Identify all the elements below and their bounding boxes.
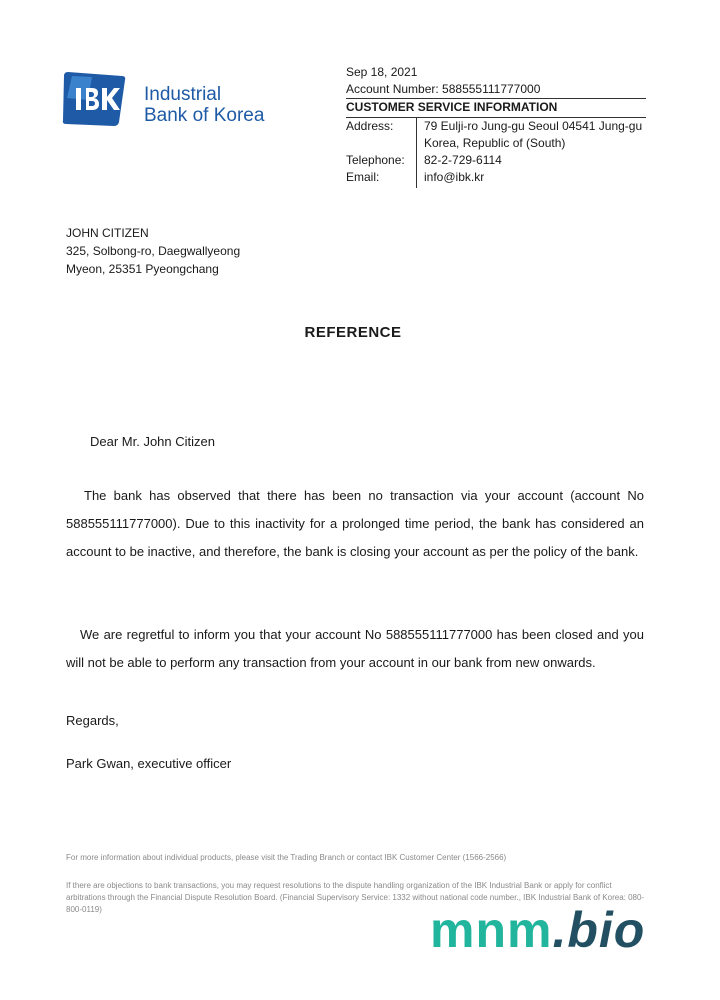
address-line-1: 79 Eulji-ro Jung-gu Seoul 04541 Jung-gu	[424, 119, 643, 133]
signature: Park Gwan, executive officer	[66, 756, 232, 771]
ibk-logo-icon	[62, 70, 128, 128]
logo-line-1: Industrial	[144, 84, 222, 105]
footer-note-2: If there are objections to bank transactions, you may request resolutions to the dispute handling organization of the IBK Industrial Bank or apply for conflict arbitrations through the Financial Dispute Resolution Board. (Financial Supervisory Service: 1332 without national code number., IBK Industrial Bank of Korea: 080-800-0119)	[66, 881, 645, 914]
recipient-address-line-1: 325, Solbong-ro, Daegwallyeong	[66, 244, 241, 258]
address-label: Address:	[346, 119, 394, 133]
logo-line-2: Bank of Korea	[144, 105, 265, 126]
watermark-main: mnm	[430, 902, 553, 958]
letter-title: REFERENCE	[304, 324, 402, 341]
recipient-name: JOHN CITIZEN	[66, 226, 149, 240]
letter-date: Sep 18, 2021	[346, 65, 418, 79]
email-value: info@ibk.kr	[424, 170, 485, 184]
watermark-tld: .bio	[552, 902, 646, 958]
customer-service-heading: CUSTOMER SERVICE INFORMATION	[346, 100, 558, 114]
footer-note-1: For more information about individual products, please visit the Trading Branch or contact IBK Customer Center (1566-2566)	[66, 853, 507, 862]
telephone-label: Telephone:	[346, 153, 405, 167]
closing: Regards,	[66, 713, 119, 728]
greeting: Dear Mr. John Citizen	[90, 434, 215, 449]
info-column-divider	[416, 118, 417, 188]
telephone-value: 82-2-729-6114	[424, 153, 502, 167]
bank-name-logo-text	[144, 84, 264, 126]
watermark	[430, 900, 645, 960]
recipient-address-line-2: Myeon, 25351 Pyeongchang	[66, 262, 219, 276]
account-number: Account Number: 588555111777000	[346, 82, 541, 96]
email-label: Email:	[346, 170, 380, 184]
body-paragraph-1: The bank has observed that there has been no transaction via your account (account No 588555111777000). Due to this inactivity for a prolonged time period, the bank has considered an account to be inactive, and therefore, the bank is closing your account as per the policy of the bank.	[66, 488, 644, 559]
address-line-2: Korea, Republic of (South)	[424, 136, 566, 150]
body-paragraph-2: We are regretful to inform you that your account No 588555111777000 has been closed and you will not be able to perform any transaction from your account in our bank from new onwards.	[66, 627, 644, 670]
